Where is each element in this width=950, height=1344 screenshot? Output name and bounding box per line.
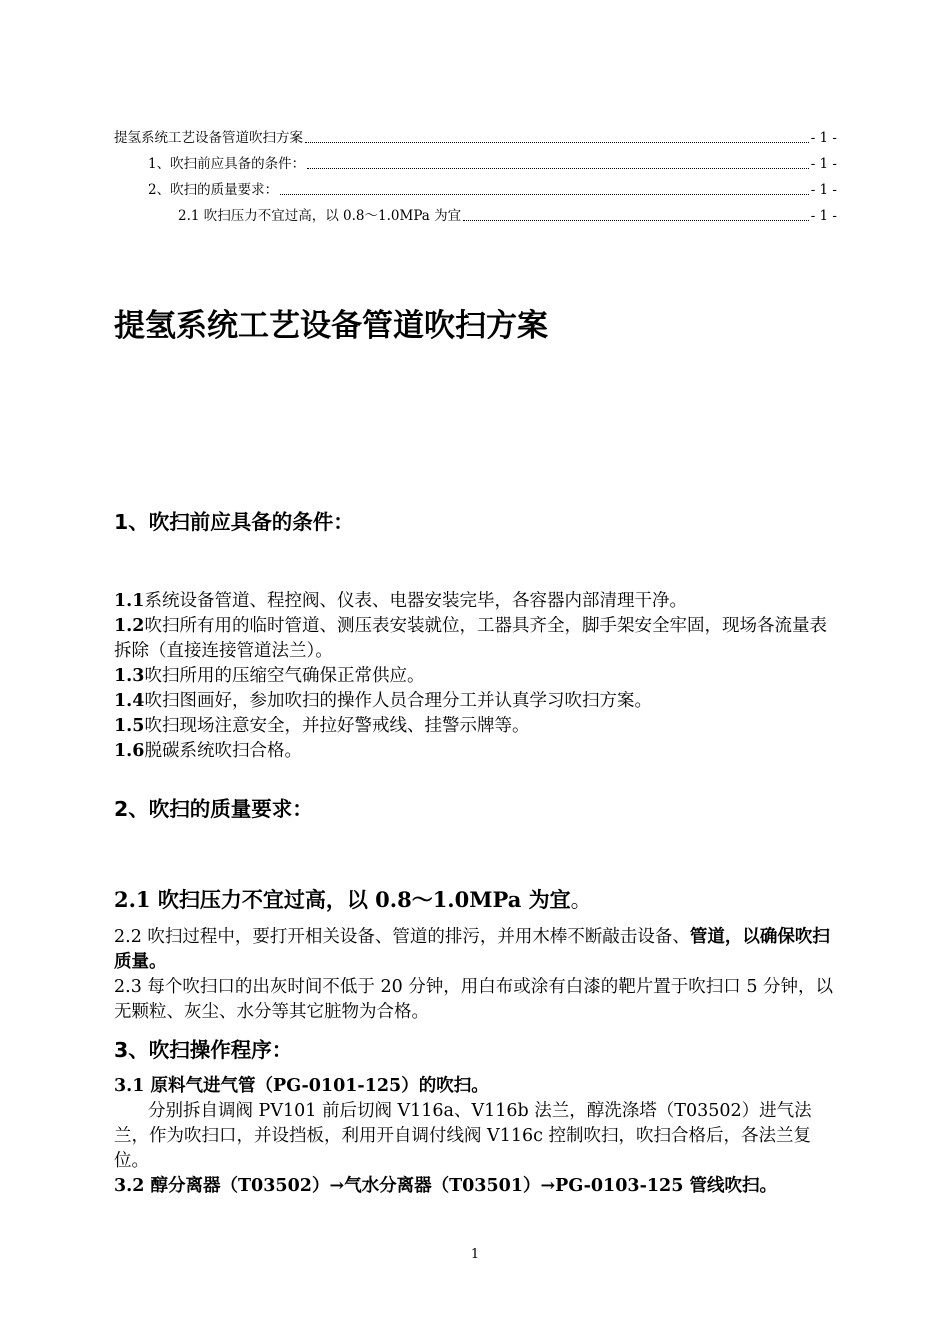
list-item: 1.1系统设备管道、程控阀、仪表、电器安装完毕，各容器内部清理干净。 [114,591,687,611]
toc-leader-dots [307,167,809,169]
section-2-1-heading: 2.1 吹扫压力不宜过高，以 0.8～1.0MPa 为宜。 [114,887,592,912]
list-item: 1.2吹扫所有用的临时管道、测压表安装就位，工器具齐全，脚手架安全牢固，现场各流量表拆除（直接连接管道法兰）。 [114,616,827,661]
paragraph-2-3: 2.3 每个吹扫口的出灰时间不低于 20 分钟，用白布或涂有白漆的靶片置于吹扫口 5 分钟，以无颗粒、灰尘、水分等其它脏物为合格。 [114,977,834,1022]
subsection-3-1-title: 3.1 原料气进气管（PG-0101-125）的吹扫。 [114,1076,489,1096]
toc-label: 提氢系统工艺设备管道吹扫方案 [114,130,303,146]
toc-page-number: - 1 - [810,156,837,172]
list-item: 1.4吹扫图画好，参加吹扫的操作人员合理分工并认真学习吹扫方案。 [114,691,652,711]
toc-entry-title[interactable] [114,125,837,151]
toc-label: 2、吹扫的质量要求： [148,182,279,198]
page-number: 1 [470,1247,480,1262]
subsection-3-2-title: 3.2 醇分离器（T03502）→气水分离器（T03501）→PG-0103-125 管线吹扫。 [114,1176,777,1196]
section-2-heading: 2、吹扫的质量要求： [114,797,313,821]
toc-label: 1、吹扫前应具备的条件： [148,156,306,172]
subsection-3-1-body: 分别拆自调阀 PV101 前后切阀 V116a、V116b 法兰，醇洗涤塔（T03502）进气法兰，作为吹扫口，并设挡板，利用开自调付线阀 V116c 控制吹扫，吹扫合格后，各法兰复位。 [114,1101,812,1171]
section-1-items [114,589,844,764]
toc-entry-section-2[interactable] [114,177,837,203]
toc-leader-dots [463,219,809,221]
toc-entry-section-1[interactable] [114,151,837,177]
toc-page-number: - 1 - [810,182,837,198]
list-item: 1.5吹扫现场注意安全，并拉好警戒线、挂警示牌等。 [114,716,530,736]
toc-entry-section-2-1[interactable] [114,203,837,229]
list-item: 1.6脱碳系统吹扫合格。 [114,741,302,761]
section-3-heading: 3、吹扫操作程序： [114,1038,293,1062]
document-title: 提氢系统工艺设备管道吹扫方案 [114,308,548,344]
toc-page-number: - 1 - [810,208,837,224]
section-1-heading: 1、吹扫前应具备的条件： [114,510,354,534]
toc-page-number: - 1 - [810,130,837,146]
toc-leader-dots [280,193,809,195]
list-item: 1.3吹扫所用的压缩空气确保正常供应。 [114,666,425,686]
section-2-body [114,925,844,1025]
section-3-body [114,1074,844,1199]
toc-label: 2.1 吹扫压力不宜过高，以 0.8～1.0MPa 为宜 [178,208,462,224]
paragraph-2-2: 2.2 吹扫过程中，要打开相关设备、管道的排污，并用木棒不断敲击设备、管道，以确保吹扫质量。 [114,927,830,972]
toc-leader-dots [305,141,809,143]
table-of-contents [114,125,837,229]
